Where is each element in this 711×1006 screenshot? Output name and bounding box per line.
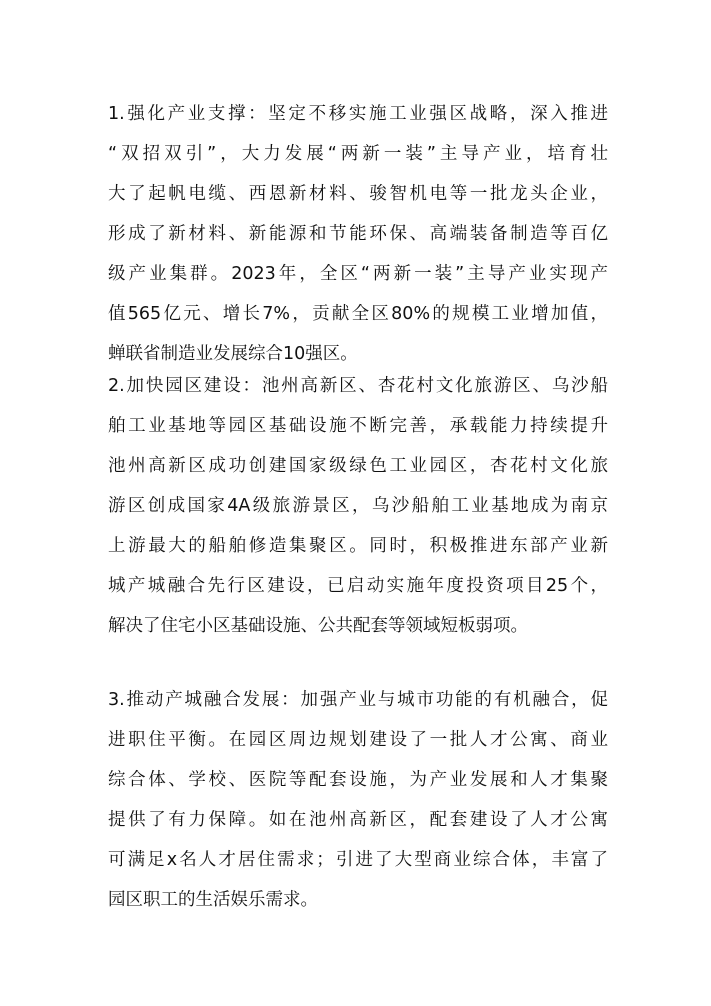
text-line: 蝉联省制造业发展综合10强区。 — [108, 344, 358, 364]
text-line: 进职住平衡。在园区周边规划建设了一批人才公寓、商业 — [108, 730, 608, 750]
text-line: 大了起帆电缆、西恩新材料、骏智机电等一批龙头企业， — [108, 184, 608, 204]
text-line: “双招双引”，大力发展“两新一装”主导产业，培育壮 — [108, 144, 608, 164]
text-line: 舶工业基地等园区基础设施不断完善，承载能力持续提升 — [108, 416, 608, 436]
text-line: 级产业集群。2023年，全区“两新一装”主导产业实现产 — [108, 264, 608, 284]
text-line: 2.加快园区建设：池州高新区、杏花村文化旅游区、乌沙船 — [108, 376, 608, 396]
text-line: 可满足x名人才居住需求；引进了大型商业综合体，丰富了 — [108, 850, 608, 870]
text-line: 值565亿元、增长7%，贡献全区80%的规模工业增加值， — [108, 304, 608, 324]
text-line: 城产城融合先行区建设，已启动实施年度投资项目25个， — [108, 576, 608, 596]
text-line: 提供了有力保障。如在池州高新区，配套建设了人才公寓 — [108, 810, 608, 830]
text-line: 形成了新材料、新能源和节能环保、高端装备制造等百亿 — [108, 224, 608, 244]
text-line: 3.推动产城融合发展：加强产业与城市功能的有机融合，促 — [108, 690, 608, 710]
text-line: 综合体、学校、医院等配套设施，为产业发展和人才集聚 — [108, 770, 608, 790]
text-line: 游区创成国家4A级旅游景区，乌沙船舶工业基地成为南京 — [108, 496, 608, 516]
text-line: 园区职工的生活娱乐需求。 — [108, 890, 318, 910]
text-line: 池州高新区成功创建国家级绿色工业园区，杏花村文化旅 — [108, 456, 608, 476]
text-line: 解决了住宅小区基础设施、公共配套等领域短板弱项。 — [108, 616, 528, 636]
text-line: 1.强化产业支撑：坚定不移实施工业强区战略，深入推进 — [108, 104, 608, 124]
text-line: 上游最大的船舶修造集聚区。同时，积极推进东部产业新 — [108, 536, 608, 556]
